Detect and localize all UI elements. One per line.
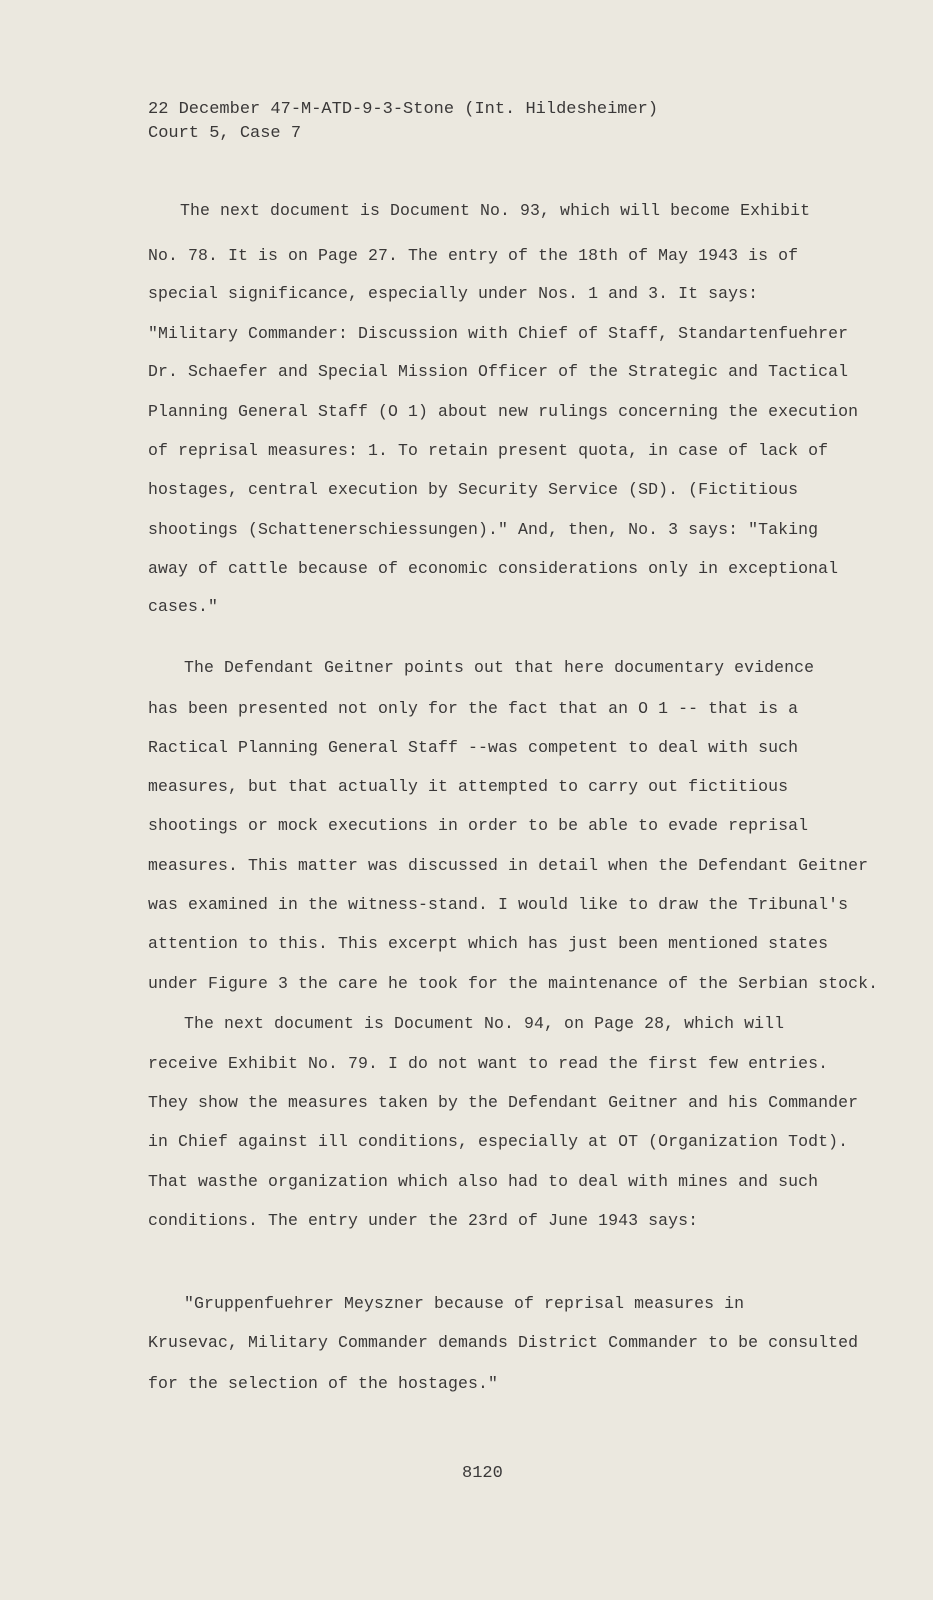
text-line: shootings (Schattenerschiessungen)." And, then, No. 3 says: "Taking — [148, 520, 819, 539]
text-line: was examined in the witness-stand. I would like to draw the Tribunal's — [148, 895, 849, 914]
text-line: cases." — [148, 597, 219, 616]
text-line: of reprisal measures: 1. To retain present quota, in case of lack of — [148, 441, 829, 460]
text-line: They show the measures taken by the Defendant Geitner and his Commander — [148, 1093, 859, 1112]
text-line: measures, but that actually it attempted to carry out fictitious — [148, 777, 789, 796]
header-line-2: Court 5, Case 7 — [148, 124, 302, 143]
header-line-1: 22 December 47-M-ATD-9-3-Stone (Int. Hildesheimer) — [148, 100, 659, 119]
text-line: attention to this. This excerpt which has just been mentioned states — [148, 934, 829, 953]
text-line: receive Exhibit No. 79. I do not want to read the first few entries. — [148, 1054, 829, 1073]
text-line: special significance, especially under Nos. 1 and 3. It says: — [148, 284, 759, 303]
text-line: shootings or mock executions in order to be able to evade reprisal — [148, 816, 809, 835]
page-number: 8120 — [462, 1464, 503, 1483]
text-line: Ractical Planning General Staff --was competent to deal with such — [148, 738, 799, 757]
text-line: in Chief against ill conditions, especially at OT (Organization Todt). — [148, 1132, 849, 1151]
text-line: has been presented not only for the fact that an O 1 -- that is a — [148, 699, 799, 718]
text-line: The Defendant Geitner points out that here documentary evidence — [184, 658, 815, 677]
text-line: That wasthe organization which also had to deal with mines and such — [148, 1172, 819, 1191]
text-line: under Figure 3 the care he took for the maintenance of the Serbian stock. — [148, 974, 879, 993]
text-line: "Military Commander: Discussion with Chief of Staff, Standartenfuehrer — [148, 324, 849, 343]
text-line: "Gruppenfuehrer Meyszner because of reprisal measures in — [184, 1294, 745, 1313]
text-line: The next document is Document No. 94, on Page 28, which will — [184, 1014, 785, 1033]
text-line: for the selection of the hostages." — [148, 1374, 499, 1393]
document-header — [148, 98, 658, 146]
text-line: The next document is Document No. 93, which will become Exhibit — [180, 201, 811, 220]
text-line: Krusevac, Military Commander demands District Commander to be consulted — [148, 1333, 859, 1352]
text-line: conditions. The entry under the 23rd of June 1943 says: — [148, 1211, 699, 1230]
text-line: measures. This matter was discussed in detail when the Defendant Geitner — [148, 856, 869, 875]
text-line: hostages, central execution by Security Service (SD). (Fictitious — [148, 480, 799, 499]
text-line: Planning General Staff (O 1) about new rulings concerning the execution — [148, 402, 859, 421]
text-line: Dr. Schaefer and Special Mission Officer of the Strategic and Tactical — [148, 362, 849, 381]
text-line: away of cattle because of economic considerations only in exceptional — [148, 559, 839, 578]
text-line: No. 78. It is on Page 27. The entry of the 18th of May 1943 is of — [148, 246, 799, 265]
